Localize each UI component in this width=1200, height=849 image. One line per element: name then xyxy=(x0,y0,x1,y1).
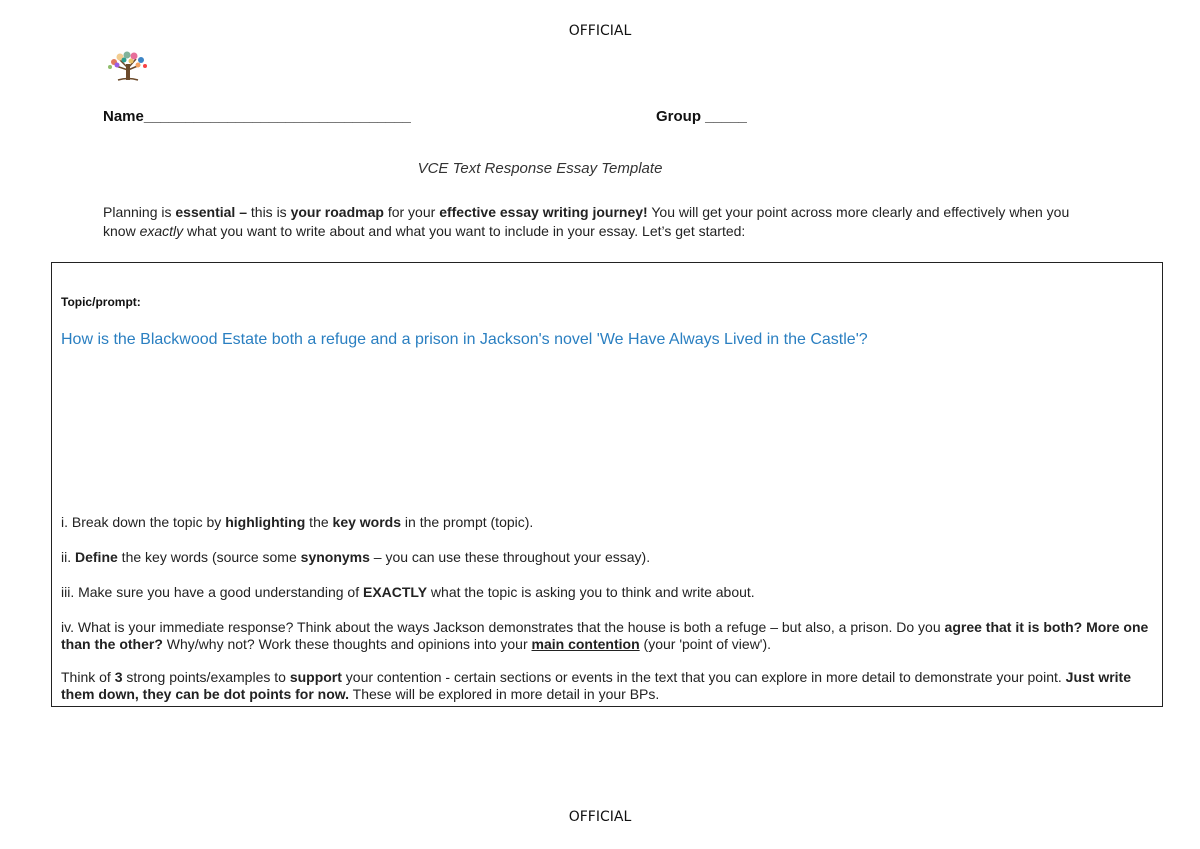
step-3: iii. Make sure you have a good understanding of EXACTLY what the topic is asking you to think and write about. xyxy=(61,584,755,600)
step-1: i. Break down the topic by highlighting the key words in the prompt (topic). xyxy=(61,514,534,530)
group-label: Group xyxy=(656,108,701,125)
header-classification: OFFICIAL xyxy=(568,23,632,39)
topic-label: Topic/prompt: xyxy=(61,295,141,309)
intro-paragraph: Planning is essential – this is your roadmap for your effective essay writing journey! You will get your point across more clearly and effectively when you know exactly what you want to write about and what you want to include in your essay. Let’s get started: xyxy=(103,204,1070,239)
name-line[interactable]: ________________________________ xyxy=(143,108,411,125)
step-5: Think of 3 strong points/examples to support your contention - certain sections or events in the text that you can explore in more detail to demonstrate your point. Just write them down, they can be dot points for now. These will be explored in more detail in your BPs. xyxy=(61,669,1132,702)
step-4: iv. What is your immediate response? Think about the ways Jackson demonstrates that the house is both a refuge – but also, a prison. Do you agree that it is both? More one than the other? Why/why not? Work these thoughts and opinions into your main contention (your 'point of view'). xyxy=(61,619,1149,652)
footer-classification: OFFICIAL xyxy=(568,809,632,825)
name-label: Name xyxy=(103,108,144,125)
group-line[interactable]: _____ xyxy=(705,108,747,125)
group-field[interactable] xyxy=(656,108,747,125)
document-subtitle: VCE Text Response Essay Template xyxy=(417,160,663,177)
topic-box xyxy=(51,262,1163,707)
tree-icon xyxy=(100,50,156,82)
instruction-list xyxy=(61,514,1153,721)
topic-prompt: How is the Blackwood Estate both a refuge and a prison in Jackson's novel 'We Have Always Lived in the Castle'? xyxy=(61,331,868,348)
name-field[interactable] xyxy=(103,108,411,125)
step-2: ii. Define the key words (source some synonyms – you can use these throughout your essay). xyxy=(61,549,651,565)
